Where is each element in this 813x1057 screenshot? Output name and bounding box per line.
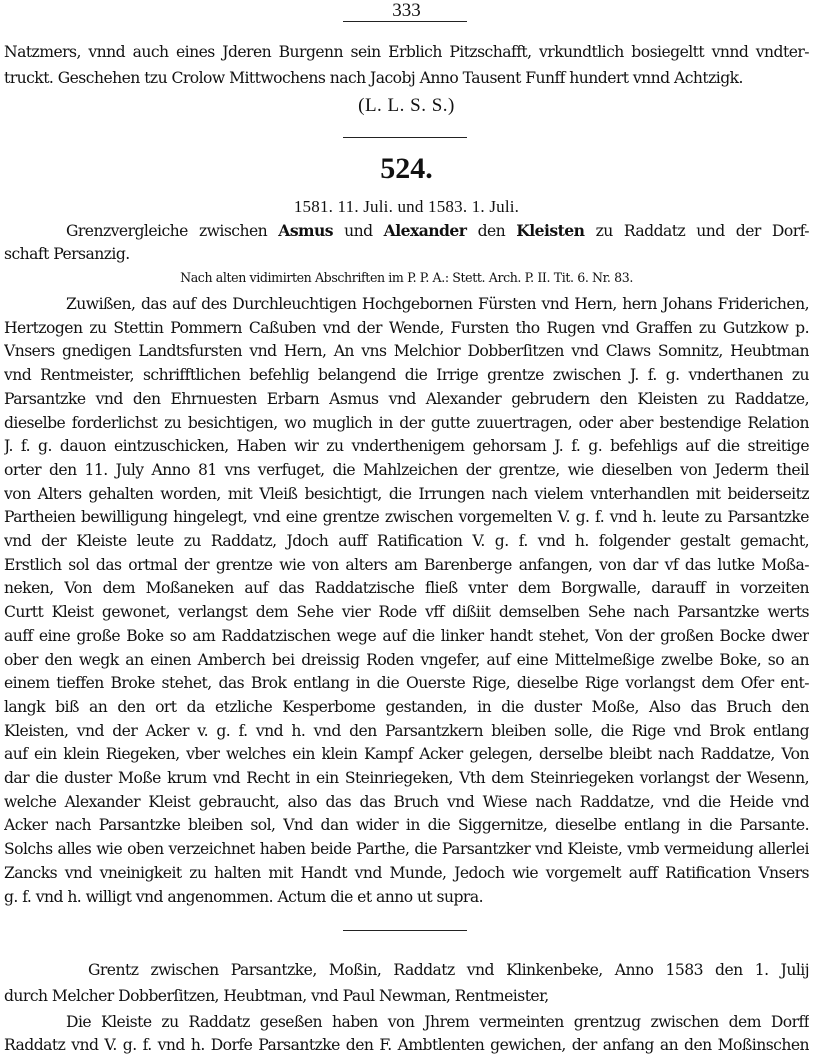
- prev-document-line: Natzmers, vnnd auch eines Jderen Burgenn sein Erblich Pitzschafft, vrkundtlich bosiegeltt vnnd vndter-: [4, 43, 809, 61]
- document-title-line: schaft Persanzig.: [4, 245, 130, 263]
- body-line: Curtt Kleist gewonet, verlangst dem Sehe vier Rode vff dißiit demselben Sehe nach Parsantzke werts: [4, 603, 809, 622]
- body-line: welche Alexander Kleist gebraucht, also das das Bruch vnd Wiese nach Raddatze, vnd die Heide vnd: [4, 792, 809, 811]
- body-line: einem tieffen Broke stehet, das Brok entlang in die Ouerste Rige, dieselbe Rige vorlangst dem Ofer ent-: [4, 674, 809, 693]
- body-line: g. f. vnd h. willigt vnd angenommen. Actum die et anno ut supra.: [4, 887, 483, 906]
- body-line: dar die duster Moße krum vnd Recht in ein Steinriegeken, Vth dem Steinriegeken vorlangst der Wesenn,: [4, 769, 809, 787]
- second-document-line: Die Kleiste zu Raddatz geseßen haben von Jhrem vermeinten grentzug zwischen dem Dorff: [66, 1013, 809, 1031]
- body-line: Parsantzke vnd den Ehrnuesten Erbarn Asmus vnd Alexander gebrudern den Kleisten zu Raddatze,: [4, 389, 809, 408]
- body-line: auf ein klein Riegeken, vber welches ein klein Kampf Acker gelegen, derselbe bleibt nach Raddatze, Von: [4, 745, 809, 764]
- body-line: Solchs alles wie oben verzeichnet haben beide Parthe, die Parsantzker vnd Kleiste, vmb vermeidung allerlei: [4, 840, 809, 859]
- body-line: Zuwißen, das auf des Durchleuchtigen Hochgebornen Fürsten vnd Hern, hern Johans Friderichen,: [66, 295, 809, 313]
- section-divider: [343, 930, 467, 931]
- body-line: J. f. g. dauon eintzuschicken, Haben wir zu vnderthenigem gehorsam J. f. g. befehligs auf die streitige: [4, 437, 809, 456]
- page-number: 333: [392, 0, 421, 21]
- body-line: Zancks vnd vneinigkeit zu halten mit Handt vnd Munde, Jedoch wie vorgemelt auff Ratification Vnsers: [4, 863, 809, 882]
- body-line: langk biß an den ort da etzliche Kesperbome gestanden, in die duster Moße, Also das Bruch den: [4, 697, 809, 716]
- section-divider: [343, 137, 467, 138]
- body-line: Kleisten, vnd der Acker v. g. f. vnd h. vnd den Parsantzkern bleiben solle, die Rige vnd Brok entlang: [4, 721, 809, 740]
- second-document-line: Raddatz vnd V. g. f. vnd h. Dorfe Parsantzke den F. Ambtlenten gewichen, der anfang an den Moßinschen: [4, 1036, 809, 1054]
- source-note: Nach alten vidimirten Abschriften im P. P. A.: Stett. Arch. P. II. Tit. 6. Nr. 83.: [180, 270, 633, 285]
- second-document-line: durch Melcher Dobberſitzen, Heubtman, vnd Paul Newman, Rentmeister,: [4, 987, 549, 1005]
- body-line: Vnsers gnedigen Landtsfursten vnd Hern, An vns Melchior Dobberſitzen vnd Claws Somnitz, Heubtman: [4, 342, 809, 361]
- body-line: orter den 11. July Anno 81 vns verfuget, die Mahlzeichen der grentze, wie dieselben von Jederm theil: [4, 460, 809, 479]
- body-line: Erstlich sol das ortmal der grentze wie von alters am Barenberge anfangen, von dar vf das lutke Moßa-: [4, 555, 809, 574]
- seal-notation: (L. L. S. S.): [358, 95, 455, 116]
- header-rule: [343, 21, 467, 22]
- body-line: neken, Von dem Moßaneken auf das Raddatzische fließ vnter dem Borgwalle, darauff in vorzeiten: [4, 579, 809, 598]
- body-line: auff eine große Boke so am Raddatzischen wege auf die linker handt stehet, Von der großen Bocke dwer: [4, 626, 809, 645]
- body-line: ober den wegk an einen Amberch bei dreissig Roden vngefer, auf eine Mittelmeßige zwelbe Boke, so an: [4, 650, 809, 669]
- document-title-line: Grenzvergleiche zwischen Asmus und Alexander den Kleisten zu Raddatz und der Dorf-: [66, 221, 809, 240]
- prev-document-line: truckt. Geschehen tzu Crolow Mittwochens nach Jacobj Anno Tausent Funff hundert vnnd Achtzigk.: [4, 69, 743, 87]
- document-date: 1581. 11. Juli. und 1583. 1. Juli.: [293, 197, 520, 216]
- body-line: Hertzogen zu Stettin Pommern Caßuben vnd der Wende, Fursten tho Rugen vnd Graffen zu Gutzkow p.: [4, 318, 809, 337]
- body-line: vnd der Kleiste leute zu Raddatz, Jdoch auff Ratification V. g. f. vnd h. folgender gestalt gemacht,: [4, 532, 809, 550]
- body-line: dieselbe forderlichst zu besichtigen, wo muglich in der gutte zuuertragen, oder aber bestendige Relation: [4, 413, 809, 432]
- second-document-line: Grentz zwischen Parsantzke, Moßin, Raddatz vnd Klinkenbeke, Anno 1583 den 1. Julij: [88, 961, 809, 979]
- body-line: Partheien bewilligung hingelegt, vnd eine grentze zwischen vorgemelten V. g. f. vnd h. leute zu Parsantzke: [4, 508, 809, 527]
- document-number: 524.: [380, 152, 433, 185]
- body-line: Acker nach Parsantzke bleiben sol, Vnd dan wider in die Siggernitze, dieselbe entlang in die Parsante.: [4, 816, 809, 835]
- body-line: vnd Rentmeister, schrifftlichen befehlig belangend die Irrige grentze zwischen J. f. g. vnderthanen zu: [4, 366, 809, 385]
- body-line: von Alters gehalten worden, mit Vleiß besichtigt, die Irrungen nach vielem vnterhandlen mit beiderseitz: [4, 484, 809, 503]
